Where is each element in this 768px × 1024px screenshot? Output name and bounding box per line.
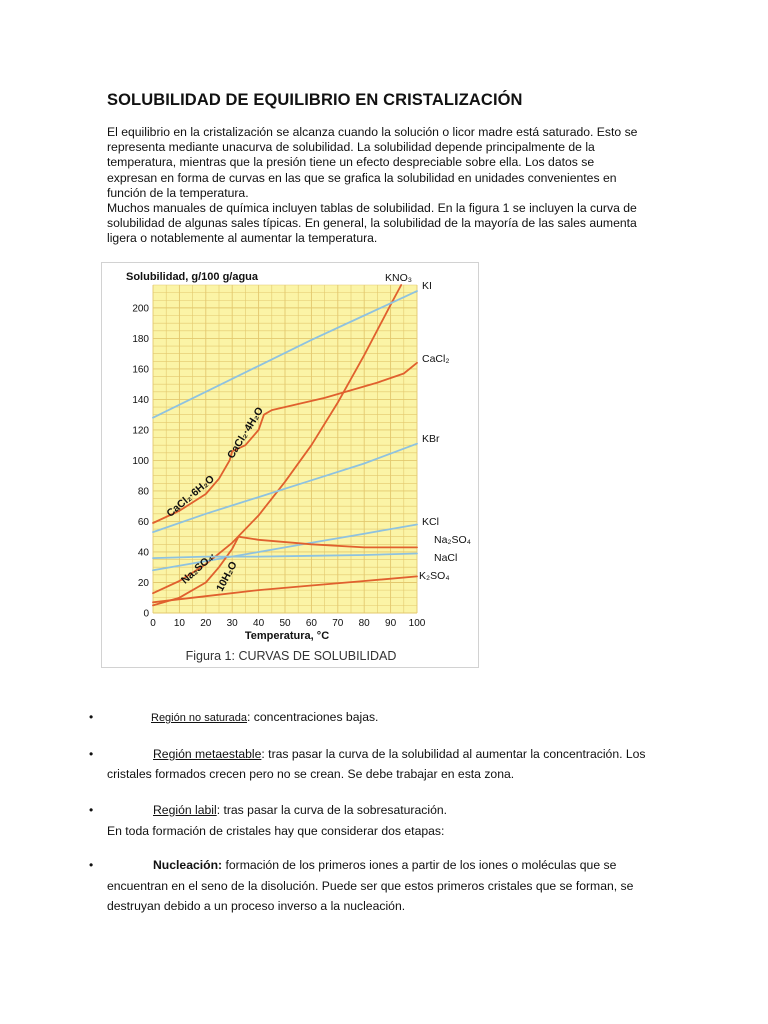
- y-tick-label: 180: [132, 333, 149, 345]
- bullet-marker: •: [89, 858, 94, 872]
- y-tick-label: 140: [132, 394, 149, 406]
- bullet-marker: •: [89, 710, 94, 724]
- x-tick-label: 10: [173, 618, 185, 629]
- series-label-nacl: NaCl: [434, 552, 458, 564]
- y-tick-label: 120: [132, 425, 149, 437]
- x-tick-label: 70: [332, 618, 344, 629]
- x-tick-label: 0: [150, 618, 156, 629]
- bullet-text: : tras pasar la curva de la solubilidad al aumentar la concentración. Los: [261, 747, 646, 761]
- bullet-continuation: destruyan debido a un proceso inverso a la nucleación.: [107, 899, 406, 913]
- intro-line: solubilidad de algunas sales típicas. En general, la solubilidad de la mayoría de las sales aumenta: [107, 216, 637, 231]
- bullet-text: : tras pasar la curva de la sobresaturación.: [216, 803, 448, 817]
- intro-line: temperatura, mientras que la presión tiene un efecto despreciable sobre ella. Los datos se: [107, 155, 595, 170]
- bullet-term: Región labil: [153, 803, 217, 817]
- x-tick-label: 60: [305, 618, 317, 629]
- chart-y-axis-label: Solubilidad, g/100 g/agua: [126, 271, 259, 283]
- y-tick-label: 60: [137, 516, 149, 528]
- x-tick-label: 20: [200, 618, 212, 629]
- x-tick-label: 100: [408, 618, 426, 629]
- intro-line: ligera o notablemente al aumentar la temperatura.: [107, 231, 378, 246]
- x-tick-label: 30: [226, 618, 238, 629]
- series-label-kcl: KCl: [422, 516, 439, 528]
- curve-annotation: Na₂SO₄·: [178, 549, 219, 587]
- y-tick-label: 40: [137, 547, 149, 559]
- bullet-term: Nucleación:: [153, 858, 223, 872]
- y-tick-label: 0: [143, 608, 149, 620]
- figure-1: [101, 262, 479, 668]
- bullet-continuation: En toda formación de cristales hay que considerar dos etapas:: [107, 824, 445, 838]
- bullet-text: : concentraciones bajas.: [247, 710, 379, 724]
- list-item: [151, 710, 378, 726]
- x-tick-label: 90: [385, 618, 397, 629]
- curve-annotation: CaCl₂·4H₂O: [224, 404, 267, 461]
- x-tick-label: 80: [358, 618, 370, 629]
- y-tick-label: 100: [132, 455, 149, 467]
- series-label-kno3: KNO₃: [385, 272, 413, 284]
- bullet-term: Región metaestable: [153, 747, 262, 761]
- solubility-chart: [102, 263, 478, 643]
- x-tick-label: 40: [253, 618, 265, 629]
- intro-line: expresan en forma de curvas en las que se grafica la solubilidad en unidades convenientes en: [107, 170, 617, 185]
- series-label-na2so4: Na₂SO₄: [434, 534, 471, 546]
- series-label-ki: KI: [422, 280, 432, 292]
- x-tick-label: 50: [279, 618, 291, 629]
- curve-annotation: CaCl₂·6H₂O: [164, 472, 217, 520]
- intro-line: representa mediante unacurva de solubilidad. La solubilidad depende principalmente de la: [107, 140, 595, 155]
- series-label-kbr: KBr: [422, 433, 440, 445]
- y-tick-label: 80: [137, 486, 149, 498]
- bullet-continuation: encuentran en el seno de la disolución. Puede ser que estos primeros cristales que se forman, se: [107, 879, 634, 893]
- bullet-marker: •: [89, 803, 94, 817]
- series-label-cacl2: CaCl₂: [422, 353, 450, 365]
- figure-caption: Figura 1: CURVAS DE SOLUBILIDAD: [185, 649, 397, 663]
- y-tick-label: 200: [132, 303, 149, 315]
- y-tick-label: 160: [132, 364, 149, 376]
- bullet-text: formación de los primeros iones a partir de los iones o moléculas que se: [222, 858, 617, 872]
- intro-line: función de la temperatura.: [107, 185, 249, 200]
- bullet-marker: •: [89, 747, 94, 761]
- page-title: SOLUBILIDAD DE EQUILIBRIO EN CRISTALIZACIÓN: [107, 91, 523, 109]
- intro-line: Muchos manuales de química incluyen tablas de solubilidad. En la figura 1 se incluyen la curva de: [107, 201, 637, 216]
- curve-annotation: 10H₂O: [214, 559, 240, 594]
- list-item: [153, 803, 447, 818]
- list-item: [153, 858, 616, 873]
- list-item: [153, 747, 646, 762]
- intro-paragraph: [107, 125, 667, 247]
- chart-x-axis-label: Temperatura, °C: [244, 630, 330, 642]
- bullet-continuation: cristales formados crecen pero no se crean. Se debe trabajar en esta zona.: [107, 767, 515, 781]
- y-tick-label: 20: [137, 577, 149, 589]
- bullet-term: Región no saturada: [151, 712, 248, 724]
- intro-line: El equilibrio en la cristalización se alcanza cuando la solución o licor madre está saturado. Esto se: [107, 125, 638, 139]
- series-label-k2so4: K₂SO₄: [419, 570, 450, 582]
